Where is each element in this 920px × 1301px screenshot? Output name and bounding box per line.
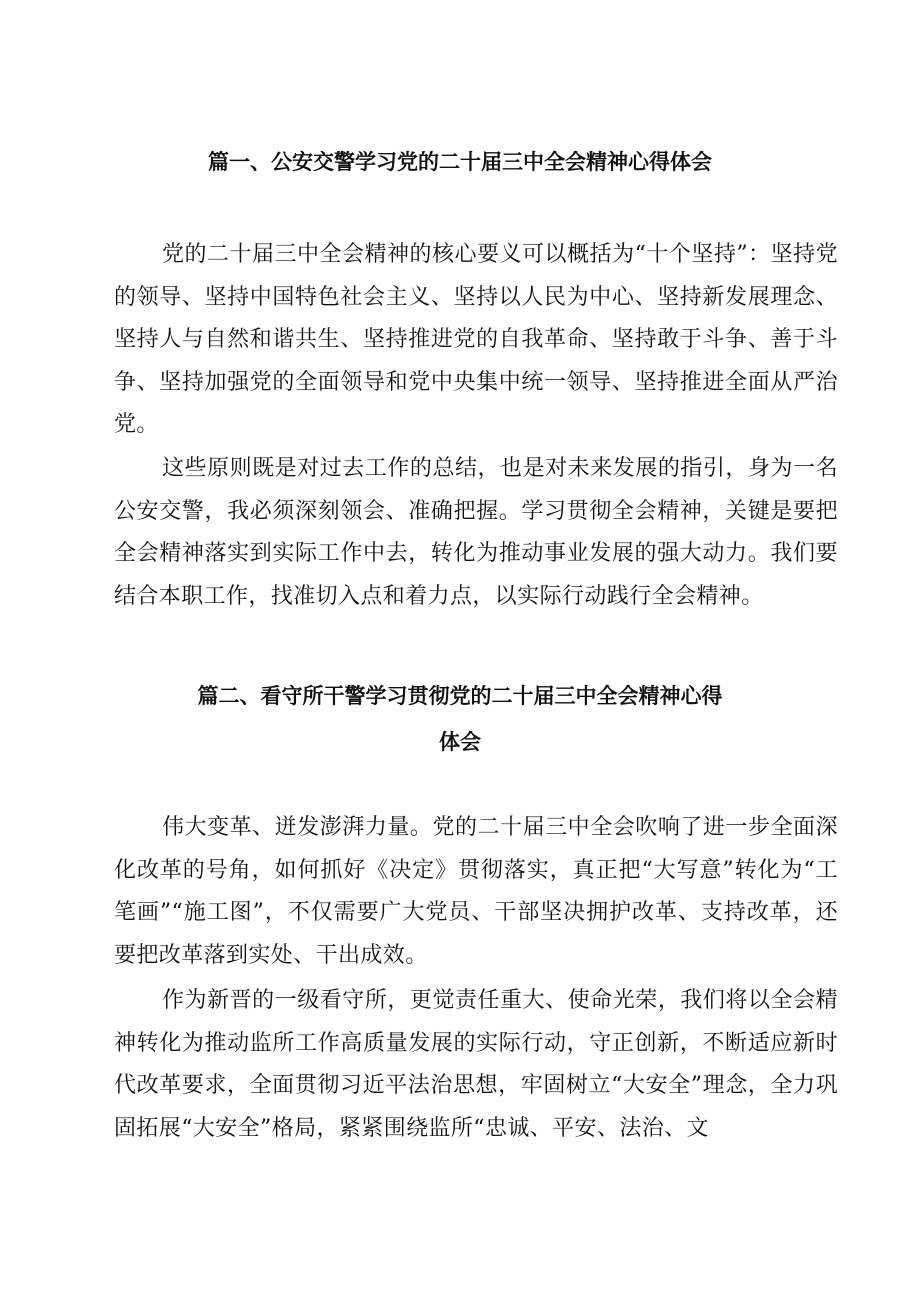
section-2-paragraph-1: 伟大变革、迸发澎湃力量。党的二十届三中全会吹响了进一步全面深化改革的号角，如何抓好《决定》贯彻落实，真正把“大写意”转化为“工笔画”“施工图”，不仅需要广大党员、干部坚决拥护改革、支持改革，还要把改革落到实处、干出成效。 (114, 815, 838, 968)
section-1-title: 篇一、公安交警学习党的二十届三中全会精神心得体会 (208, 150, 712, 174)
section-1-paragraph-2: 这些原则既是对过去工作的总结，也是对未来发展的指引，身为一名公安交警，我必须深刻领会、准确把握。学习贯彻全会精神，关键是要把全会精神落实到实际工作中去，转化为推动事业发展的强大动力。我们要结合本职工作，找准切入点和着力点，以实际行动践行全会精神。 (114, 456, 838, 609)
section-2-title-line-2: 体会 (439, 730, 481, 754)
section-2-paragraph-2: 作为新晋的一级看守所，更觉责任重大、使命光荣，我们将以全会精神转化为推动监所工作高质量发展的实际行动，守正创新，不断适应新时代改革要求，全面贯彻习近平法治思想，牢固树立“大安全”理念，全力巩固拓展“大安全”格局，紧紧围绕监所“忠诚、平安、法治、文 (114, 988, 838, 1141)
section-2-title-line-1: 篇二、看守所干警学习贯彻党的二十届三中全会精神心得 (197, 684, 723, 708)
section-1-paragraph-1: 党的二十届三中全会精神的核心要义可以概括为“十个坚持”：坚持党的领导、坚持中国特色社会主义、坚持以人民为中心、坚持新发展理念、坚持人与自然和谐共生、坚持推进党的自我革命、坚持敢于斗争、善于斗争、坚持加强党的全面领导和党中央集中统一领导、坚持推进全面从严治党。 (114, 242, 838, 437)
